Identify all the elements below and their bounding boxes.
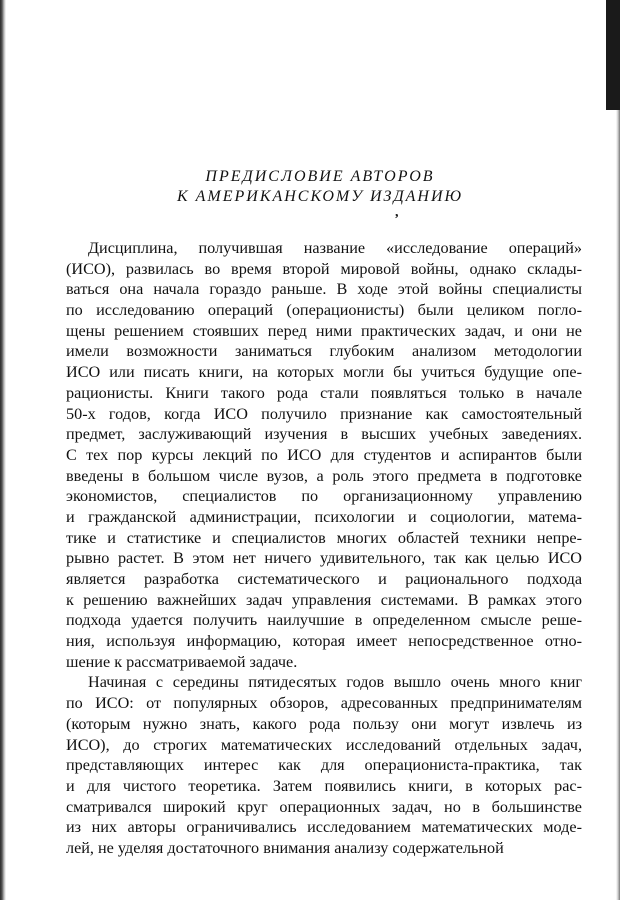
text-line: ИСО), до строгих математических исследований отдельных задач, xyxy=(66,735,582,754)
text-line: лей, не уделяя достаточного внимания анализу содержательной xyxy=(66,838,504,857)
text-line: рационисты. Книги такого рода стали появляться только в начале xyxy=(66,383,582,402)
text-line: и гражданской администрации, психологии и социологии, матема- xyxy=(66,507,582,526)
text-line: по исследованию операций (операционисты) были целиком погло- xyxy=(66,301,582,320)
stray-mark: , xyxy=(395,205,399,220)
text-line: предмет, заслуживающий изучения в высших учебных заведениях. xyxy=(66,425,582,444)
text-line: (ИСО), развилась во время второй мировой войны, однако склады- xyxy=(66,259,582,278)
paragraph xyxy=(66,238,582,672)
text-line: по ИСО: от популярных обзоров, адресованных предпринимателям xyxy=(66,694,582,713)
text-line: ИСО или писать книги, на которых могли бы учиться будущие опе- xyxy=(66,363,582,382)
text-line: ваться она начала гораздо раньше. В ходе этой войны специалисты xyxy=(66,280,582,299)
text-line: экономистов, специалистов по организационному управлению xyxy=(66,487,582,506)
text-line: рывно растет. В этом нет ничего удивительного, так как целью ИСО xyxy=(66,549,582,568)
text-line: 50-х годов, когда ИСО получило признание как самостоятельный xyxy=(66,404,582,423)
paragraph-container xyxy=(66,238,582,859)
text-line: Начиная с середины пятидесятых годов вышло очень много книг xyxy=(88,673,582,692)
text-line: введены в большом числе вузов, а роль этого предмета в подготовке xyxy=(66,466,582,485)
text-line: и для чистого теоретика. Затем появились книги, в которых рас- xyxy=(66,776,582,795)
text-line: подхода удается получить наилучшие в определенном смысле реше- xyxy=(66,611,582,630)
text-line: имели возможности заниматься глубоким анализом методологии xyxy=(66,342,582,361)
text-line: к решению важнейших задач управления системами. В рамках этого xyxy=(66,590,582,609)
text-line: щены решением стоявших перед ними практических задач, и они не xyxy=(66,321,582,340)
text-line: С тех пор курсы лекций по ИСО для студентов и аспирантов были xyxy=(66,445,582,464)
text-line: представляющих интерес как для операциониста-практика, так xyxy=(66,756,582,775)
text-line: является разработка систематического и рационального подхода xyxy=(66,570,582,588)
text-line: Дисциплина, получившая название «исследование операций» xyxy=(88,239,582,257)
text-line: ния, используя информацию, которая имеет непосредственное отно- xyxy=(66,632,582,651)
text-line: шение к рассматриваемой задаче. xyxy=(66,652,298,671)
scan-edge-left xyxy=(0,0,6,900)
text-line: тике и статистике и специалистов многих областей техники непре- xyxy=(66,528,582,547)
heading-line-1: ПРЕДИСЛОВИЕ АВТОРОВ xyxy=(205,168,435,185)
text-line: из них авторы ограничивались исследованием математических моде- xyxy=(66,818,582,837)
scan-edge-right xyxy=(606,0,620,110)
text-line: сматривался широкий круг операционных задач, но в большинстве xyxy=(66,797,582,816)
body-text xyxy=(66,238,582,859)
text-line: (которым нужно знать, какого рода пользу они могут извлечь из xyxy=(66,714,582,733)
heading-line-2: К АМЕРИКАНСКОМУ ИЗДАНИЮ xyxy=(176,188,464,205)
paragraph xyxy=(66,672,582,858)
scan-edge-right-thin xyxy=(616,110,620,900)
